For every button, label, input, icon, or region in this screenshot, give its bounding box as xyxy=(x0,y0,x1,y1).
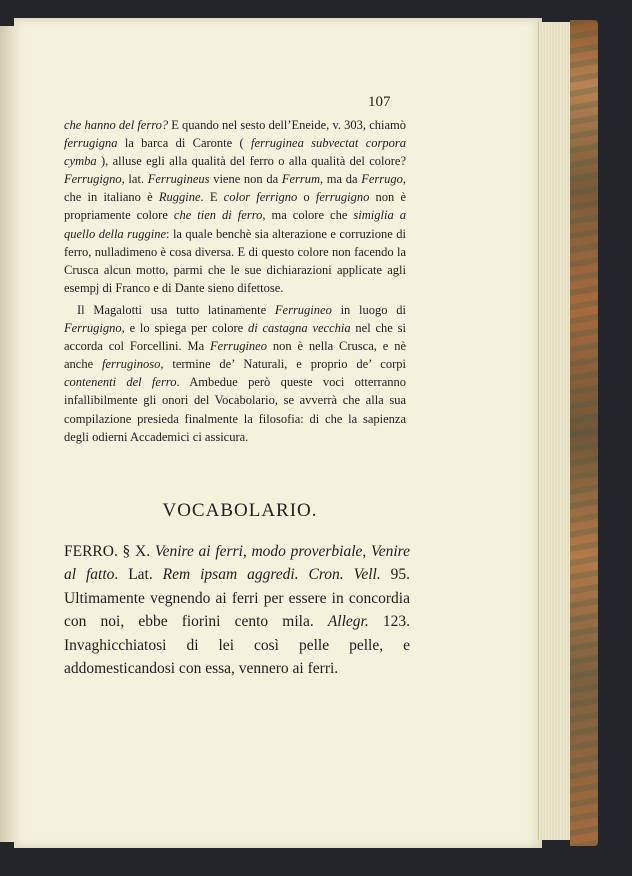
paragraph2-segment: Ferrugigno xyxy=(64,321,122,336)
entry-segment: FERRO. § X. xyxy=(64,543,155,560)
entry-segment: Venire al fatto xyxy=(64,543,411,584)
paragraph1-segment: , che in italiano è xyxy=(64,172,406,205)
paragraph1-segment: Ferrugigno xyxy=(64,172,122,187)
paragraph1-segment: E quando nel sesto dell’Eneide, v. 303, chiamò xyxy=(168,118,406,132)
paragraph2-segment: non è nella Crusca, e nè anche xyxy=(64,339,406,372)
paragraph1-segment: . E xyxy=(200,190,224,205)
vocabulary-entry xyxy=(64,540,410,680)
entry-segment: 95. Ultimamente vegnendo ai ferri per essere in concordia con noi, ebbe fiorini cento mila. xyxy=(64,566,411,631)
section-heading: VOCABOLARIO. xyxy=(162,500,318,521)
body-text xyxy=(64,116,406,446)
entry-segment: Rem ipsam aggredi. Cron. Vell. xyxy=(162,566,381,584)
left-page-edge xyxy=(0,26,15,842)
paragraph2-segment: di castagna vecchia xyxy=(247,321,351,336)
page-number: 107 xyxy=(368,94,391,110)
paragraph1-segment: non è propriamente colore xyxy=(64,190,406,223)
paragraph1-segment: ferrugigna xyxy=(64,136,118,151)
paragraph-1 xyxy=(64,116,406,297)
paragraph2-segment: in luogo di xyxy=(331,302,406,317)
entry-segment: Allegr. xyxy=(327,613,369,631)
entry-segment: 123. Invaghicchiatosi di lei così pelle pelle, e addomesticandosi con essa, vennero ai ferri. xyxy=(64,613,411,678)
paragraph-2 xyxy=(64,301,406,446)
paragraph2-segment: . Ambedue però queste voci otterranno infallibilmente gli onori del Vocabolario, se avverrà che alla sua compilazione presieda finalmente la filosofia: di che la sapienza degli odierni Accademici ci assicura. xyxy=(64,375,406,444)
paragraph1-segment: che hanno del ferro? xyxy=(64,118,169,132)
paragraph2-segment: ferruginoso xyxy=(102,357,161,372)
paragraph2-segment: nel che si accorda col Forcellini. Ma xyxy=(64,321,406,354)
entry-segment: Venire ai ferri xyxy=(154,543,243,560)
paragraph1-segment: simiglia a quello della ruggine xyxy=(64,208,406,241)
paragraph1-segment: Ferrum xyxy=(281,172,321,187)
paragraph1-segment: o xyxy=(297,190,316,205)
paragraph2-segment: contenenti del ferro xyxy=(64,375,177,390)
paragraph1-segment: color ferrigno xyxy=(223,190,298,205)
paragraph1-segment: Ruggine xyxy=(158,190,201,205)
paragraph1-segment: viene non da xyxy=(209,172,282,187)
paragraph2-segment: , termine de’ Naturali, e proprio de’ corpi xyxy=(160,357,406,372)
entry-segment: . Lat. xyxy=(114,566,163,584)
page-block-edge xyxy=(538,22,573,840)
paragraph2-segment: Ferrugineo xyxy=(274,302,332,317)
paragraph1-segment: : la quale benchè sia alterazione e corruzione di ferro, nulladimeno è cosa diversa. E di questo colore non facendo la Crusca alcun motto, parmi che le sue dichiarazioni applicate agli esempj di Franco e di Dante sieno difettose. xyxy=(64,226,406,295)
paragraph2-segment: , e lo spiega per colore xyxy=(121,321,248,336)
paragraph1-segment: Ferrugineus xyxy=(147,172,210,187)
paragraph1-segment: ferrugigno xyxy=(315,190,370,205)
paragraph1-segment: ), alluse egli alla qualità del ferro o alla qualità del colore? xyxy=(96,154,406,169)
paragraph1-segment: Ferrugo xyxy=(361,172,403,187)
paragraph1-segment: la barca di Caronte ( xyxy=(117,136,252,151)
paragraph1-segment: , ma da xyxy=(320,172,362,187)
entry-segment: , xyxy=(242,543,252,560)
book-cover xyxy=(570,20,598,846)
paragraph1-segment: , lat. xyxy=(121,172,148,187)
entry-segment: , xyxy=(362,543,371,560)
paragraph1-segment: ferruginea subvectat corpora cymba xyxy=(64,136,406,169)
paragraph2-segment: Il Magalotti usa tutto latinamente xyxy=(77,302,275,317)
paragraph1-segment: che tien di ferro xyxy=(173,208,263,223)
paragraph1-segment: , ma colore che xyxy=(262,208,354,223)
entry-segment: modo proverbiale xyxy=(251,543,363,560)
paragraph2-segment: Ferrugineo xyxy=(210,339,267,354)
